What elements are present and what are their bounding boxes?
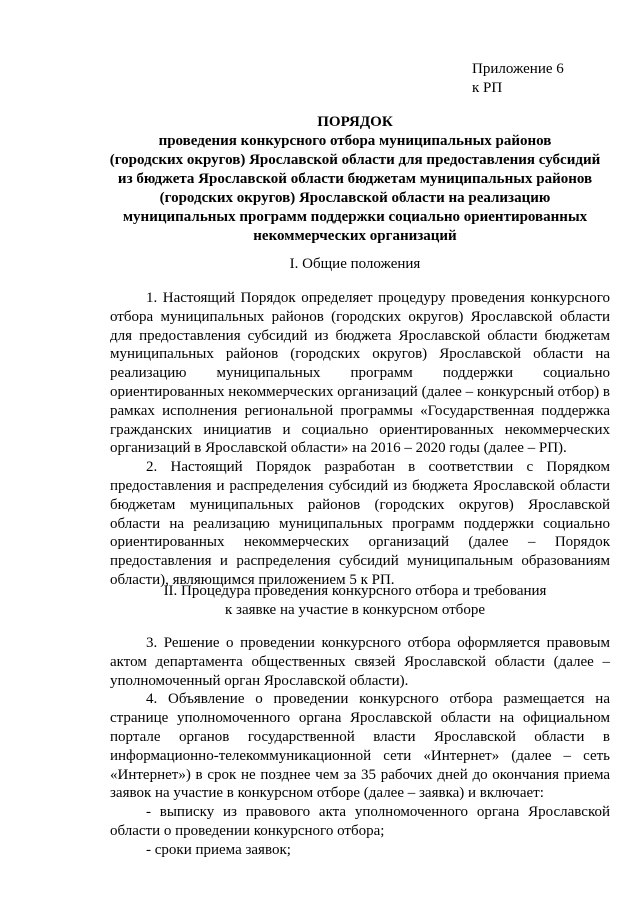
title-line: некоммерческих организаций — [253, 228, 457, 244]
section-2-heading-line-1: II. Процедура проведения конкурсного отбора и требования — [163, 583, 547, 599]
title-line: проведения конкурсного отбора муниципальных районов — [158, 133, 552, 149]
paragraph-3: 3. Решение о проведении конкурсного отбора оформляется правовым актом департамента общественных связей Ярославской области (далее – уполномоченный орган Ярославской области). — [110, 635, 610, 689]
document-title — [90, 113, 620, 246]
list-item: - выписку из правового акта уполномоченного органа Ярославской области о проведении конкурсного отбора; — [110, 804, 610, 839]
appendix-line-2: к РП — [472, 80, 503, 96]
title-line: муниципальных программ поддержки социально ориентированных — [122, 209, 588, 225]
section-2-heading-line-2: к заявке на участие в конкурсном отборе — [225, 602, 485, 618]
title-line: (городских округов) Ярославской области для предоставления субсидий — [109, 152, 601, 168]
title-line: (городских округов) Ярославской области на реализацию — [159, 190, 551, 206]
paragraph-1: 1. Настоящий Порядок определяет процедуру проведения конкурсного отбора муниципальных районов (городских округов) Ярославской области для предоставления субсидий из бюджета Ярославской области бюджетам муниципальных районов (городских округов) Ярославской области на реализацию муниципальных программ поддержки социально ориентированных некоммерческих организаций (далее – конкурсный отбор) в рамках исполнения региональной программы «Государственная поддержка гражданских инициатив и социально ориентированных некоммерческих организаций в Ярославской области» на 2016 – 2020 годы (далее – РП). — [110, 290, 610, 457]
paragraph-2: 2. Настоящий Порядок разработан в соответствии с Порядком предоставления и распределения субсидий из бюджета Ярославской области бюджетам муниципальных районов (городских округов) Ярославской области на реализацию муниципальных программ поддержки социально ориентированных некоммерческих организаций (далее – Порядок предоставления и распределения субсидий муниципальным образованиям области), являющимся приложением 5 к РП. — [110, 459, 610, 588]
paragraph-4: 4. Объявление о проведении конкурсного отбора размещается на странице уполномоченного органа Ярославской области на официальном портале органов государственной власти Ярославской области в информационно-телекоммуникационной сети «Интернет» (далее – сеть «Интернет») в срок не позднее чем за 35 рабочих дней до окончания приема заявок на участие в конкурсном отборе (далее – заявка) и включает: — [110, 691, 610, 802]
section-1-heading — [90, 255, 620, 274]
title-heading: ПОРЯДОК — [317, 114, 393, 130]
appendix-line-1: Приложение 6 — [472, 61, 564, 77]
appendix-reference — [472, 60, 564, 98]
list-item: - сроки приема заявок; — [146, 841, 291, 858]
section-1-body — [110, 289, 610, 590]
section-1-heading-text: I. Общие положения — [289, 256, 421, 272]
title-line: из бюджета Ярославской области бюджетам муниципальных районов — [117, 171, 593, 187]
section-2-heading — [90, 582, 620, 620]
section-2-body — [110, 634, 610, 860]
